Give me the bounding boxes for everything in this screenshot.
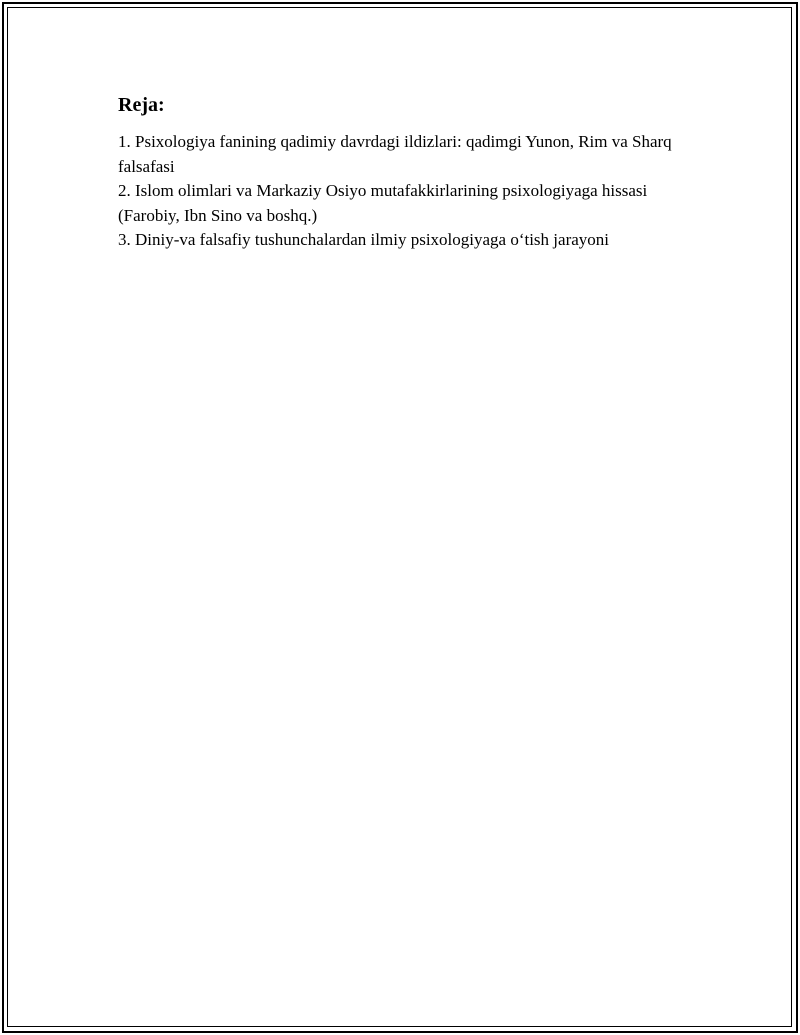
plan-list	[118, 130, 688, 253]
plan-item-2: 2. Islom olimlari va Markaziy Osiyo mutafakkirlarining psixologiyaga hissasi (Farobiy, Ibn Sino va boshq.)	[118, 181, 648, 225]
plan-item-1: 1. Psixologiya fanining qadimiy davrdagi ildizlari: qadimgi Yunon, Rim va Sharq falsafasi	[118, 132, 672, 176]
plan-item-3: 3. Diniy-va falsafiy tushunchalardan ilmiy psixologiyaga o‘tish jarayoni	[118, 230, 609, 249]
plan-heading: Reja:	[118, 94, 165, 116]
document-body	[118, 92, 688, 253]
